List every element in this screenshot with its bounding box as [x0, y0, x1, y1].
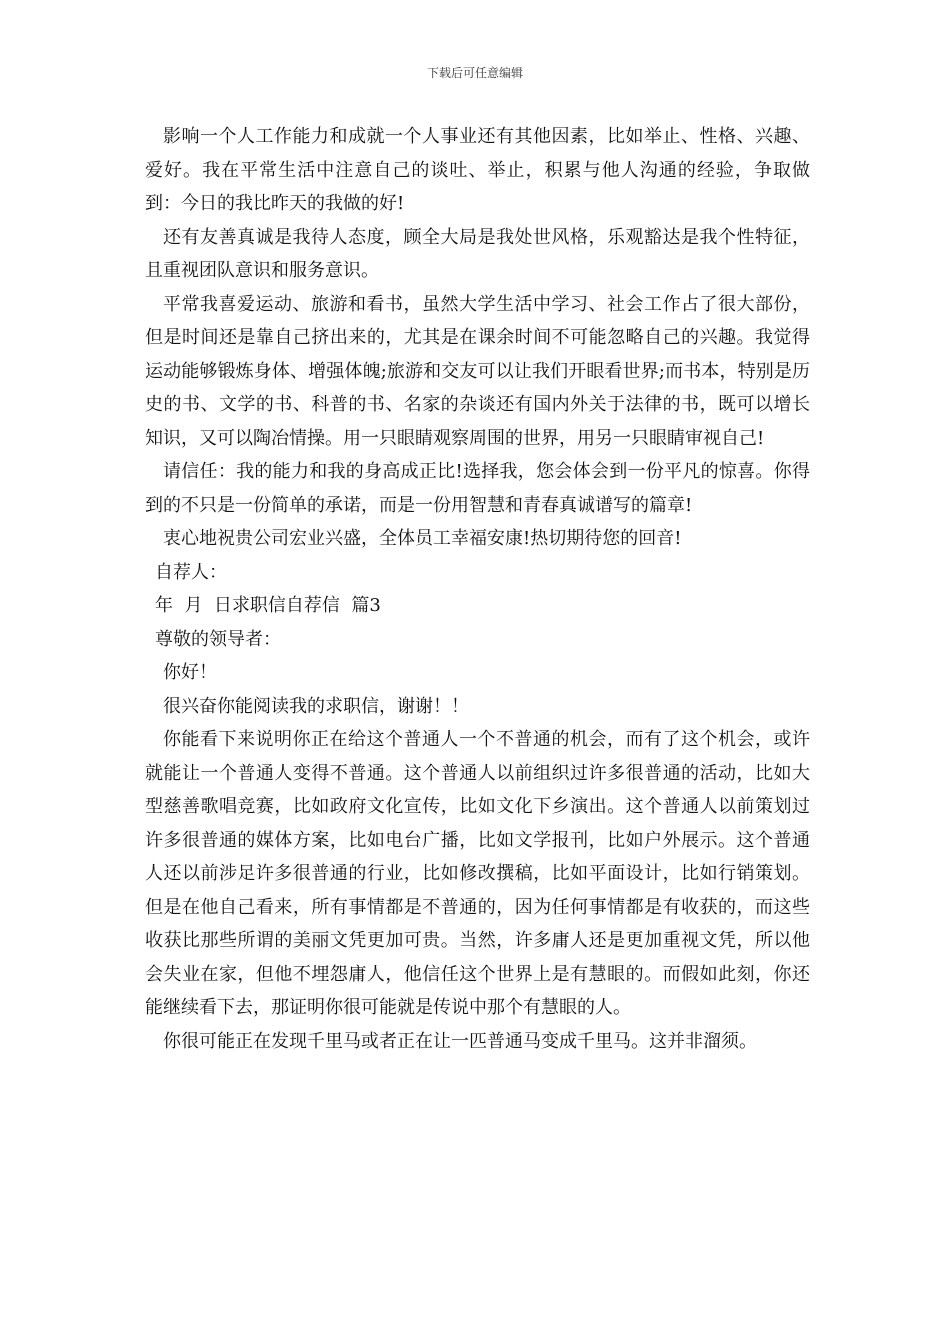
greeting: 你好！: [163, 662, 217, 683]
paragraph-5: 衷心地祝贵公司宏业兴盛，全体员工幸福安康!热切期待您的回音!: [163, 528, 682, 549]
salutation: 尊敬的领导者：: [155, 628, 281, 650]
date-title-line: 年 月 日求职信自荐信 篇3: [155, 595, 381, 616]
paragraph-3: 平常我喜爱运动、旅游和看书，虽然大学生活中学习、社会工作占了很大部份，但是时间还是靠自己挤出来的，尤其是在课余时间不可能忽略自己的兴趣。我觉得运动能够锻炼身体、增强体魄;旅游和交友可以让我们开眼看世界;而书本，特别是历史的书、文学的书、科普的书、名家的杂谈还有国内外关于法律的书，既可以增长知识，又可以陶冶情操。用一只眼睛观察周围的世界，用另一只眼睛审视自己!: [145, 293, 810, 449]
paragraph-6: 你能看下来说明你正在给这个普通人一个不普通的机会，而有了这个机会，或许就能让一个普通人变得不普通。这个普通人以前组织过许多很普通的活动，比如大型慈善歌唱竞赛，比如政府文化宣传，比如文化下乡演出。这个普通人以前策划过许多很普通的媒体方案，比如电台广播，比如文学报刊，比如户外展示。这个普通人还以前涉足许多很普通的行业，比如修改撰稿，比如平面设计，比如行销策划。但是在他自己看来，所有事情都是不普通的，因为任何事情都是有收获的，而这些收获比那些所谓的美丽文凭更加可贵。当然，许多庸人还是更加重视文凭，所以他会失业在家，但他不埋怨庸人，他信任这个世界上是有慧眼的。而假如此刻，你还能继续看下去，那证明你很可能就是传说中那个有慧眼的人。: [145, 729, 810, 1018]
signature-label: 自荐人：: [155, 561, 227, 583]
paragraph-1: 影响一个人工作能力和成就一个人事业还有其他因素，比如举止、性格、兴趣、爱好。我在平常生活中注意自己的谈吐、举止，积累与他人沟通的经验，争取做到：今日的我比昨天的我做的好!: [145, 126, 810, 214]
paragraph-2: 还有友善真诚是我待人态度，顾全大局是我处世风格，乐观豁达是我个性特征，且重视团队意识和服务意识。: [145, 226, 810, 281]
page-header: 下载后可任意编辑: [426, 66, 523, 80]
paragraph-7: 你很可能正在发现千里马或者正在让一匹普通马变成千里马。这并非溜须。: [163, 1030, 757, 1052]
document-body: [145, 120, 810, 1058]
paragraph-4: 请信任：我的能力和我的身高成正比!选择我，您会体会到一份平凡的惊喜。你得到的不只是一份简单的承诺，而是一份用智慧和青春真诚谱写的篇章!: [145, 461, 810, 516]
intro-line: 很兴奋你能阅读我的求职信，谢谢！！: [163, 695, 469, 717]
